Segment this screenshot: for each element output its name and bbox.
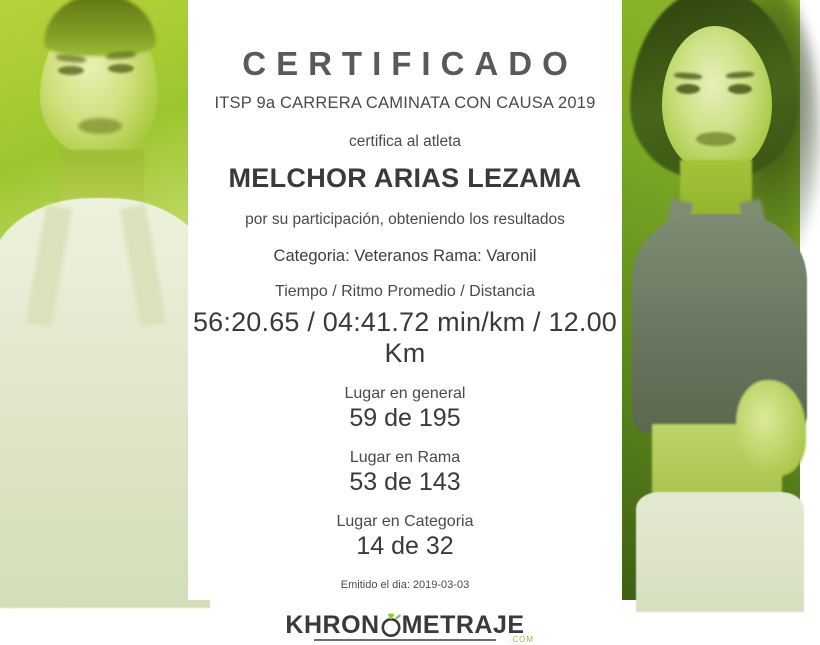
placement-value-categoria: 14 de 32 [356, 532, 454, 560]
placement-value-rama: 53 de 143 [349, 468, 461, 496]
placement-value-general: 59 de 195 [349, 404, 461, 432]
right-photo-background [622, 0, 800, 600]
results-value: 56:20.65 / 04:41.72 min/km / 12.00 Km [192, 307, 618, 368]
right-photo-eye-left [676, 84, 700, 94]
certificate-content [188, 0, 622, 644]
left-photo-shirt [0, 198, 210, 608]
logo-text-part1: KHRON [285, 610, 380, 639]
athlete-name: MELCHOR ARIAS LEZAMA [228, 163, 582, 193]
right-photo-lips [696, 132, 736, 146]
participation-line: por su participación, obteniendo los resultados [245, 211, 565, 228]
right-photo-eye-right [728, 84, 752, 94]
right-runner-photo [622, 0, 800, 600]
left-photo-hair [44, 0, 156, 56]
event-name: ITSP 9a CARRERA CAMINATA CON CAUSA 2019 [214, 94, 596, 112]
left-photo-mouth [78, 118, 122, 134]
logo-text-part2: METRAJE [401, 610, 525, 639]
logo-domain-suffix: .COM [509, 635, 534, 644]
left-photo-eye-right [108, 64, 134, 73]
logo-underline [314, 639, 496, 641]
category-line: Categoria: Veteranos Rama: Varonil [273, 247, 537, 265]
placement-label-categoria: Lugar en Categoria [336, 513, 474, 530]
right-photo-pants [636, 492, 804, 612]
placement-label-rama: Lugar en Rama [349, 449, 461, 466]
stopwatch-icon [380, 613, 402, 638]
khronometraje-logo [188, 605, 622, 645]
left-photo-background [0, 0, 188, 600]
certificate-title: CERTIFICADO [242, 45, 578, 82]
issued-date: Emitido el dia: 2019-03-03 [340, 579, 470, 591]
certifies-line: certifica al atleta [349, 133, 461, 150]
left-photo-eye-left [58, 66, 84, 75]
left-runner-photo [0, 0, 188, 600]
results-header: Tiempo / Ritmo Promedio / Distancia [275, 283, 535, 300]
placement-label-general: Lugar en general [344, 385, 466, 402]
